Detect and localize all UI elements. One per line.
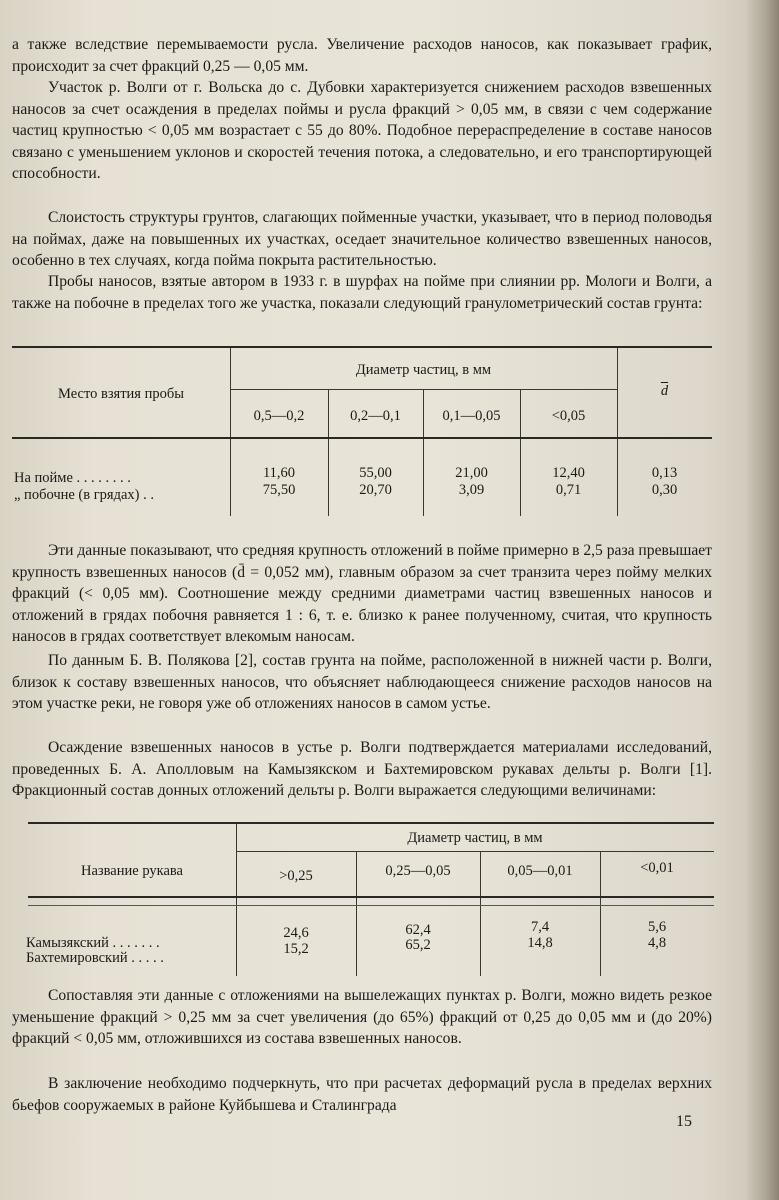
table2-cell: 24,6 [283, 925, 309, 941]
paragraph-1: а также вследствие перемываемости русла. Увеличение расходов наносов, как показывает график, происходит за счет фракций 0,25 — 0,05 мм. [12, 36, 712, 75]
table1-col-header: 0,5—0,2 [253, 408, 305, 424]
table1-col-header: 0,1—0,05 [442, 408, 501, 424]
paragraph-6: По данным Б. В. Полякова [2], состав грунта на пойме, расположенной в нижней части р. Волги, близок к составу взвешенных наносов, что объясняет наблюдающееся снижение расходов наносов на этом участке реки, не говоря уже об отложениях наносов в самом устье. [12, 652, 712, 713]
table2-cell: 5,6 [647, 919, 667, 935]
table2-row-label: Бахтемировский . . . . . [26, 950, 164, 966]
table2-col-header: <0,01 [640, 860, 674, 876]
table1-cell: 0,71 [555, 482, 582, 498]
table2-cell: 15,2 [283, 941, 309, 957]
table1-col-header: 0,2—0,1 [350, 408, 401, 424]
table1-cell: 20,70 [359, 482, 392, 498]
table1-row-label: „ побочне (в грядах) . . [14, 487, 154, 503]
table1-cell: 3,09 [458, 482, 485, 498]
paragraph-4: Пробы наносов, взятые автором в 1933 г. в шурфах на пойме при слиянии рр. Мологи и Волги, а также на побочне в пределах того же участка, показали следующий гранулометрический состав грунта: [12, 273, 712, 312]
table1-cell: 12,40 [552, 465, 585, 481]
page-number: 15 [676, 1113, 692, 1130]
table1-stub-header: Место взятия пробы [58, 386, 184, 402]
table2-cell: 65,2 [405, 937, 431, 953]
table2-cell: 14,8 [527, 935, 553, 951]
table2-row-label: Камызякский . . . . . . . [26, 935, 160, 951]
table1-cell: 0,13 [651, 465, 678, 481]
table1-dbar-header: $\overline{d}$ [660, 383, 669, 399]
table2-group-header: Диаметр частиц, в мм [407, 830, 543, 846]
page-edge-shadow [745, 0, 779, 1200]
table1-cell: 0,30 [651, 482, 678, 498]
table1-cell: 55,00 [359, 465, 392, 481]
table2-cell: 62,4 [405, 922, 431, 938]
table1-cell: 11,60 [262, 465, 296, 481]
table1-col-header: <0,05 [551, 408, 586, 424]
table1-cell: 21,00 [455, 465, 488, 481]
paragraph-5: Эти данные показывают, что средняя крупность отложений в пойме примерно в 2,5 раза превышает крупность взвешенных наносов (d̄ = 0,052 мм), главным образом за счет транзита через пойму мелких фракций (< 0,05 мм). Соотношение между средними диаметрами частиц взвешенных наносов и отложений в грядах побочня равняется 1 : 6, т. е. близко к ранее полученному, считая, что крупность наносов в грядах соответствует влекомым наносам. [12, 542, 712, 646]
table1-cell: 75,50 [262, 482, 296, 498]
table2-stub-header: Название рукава [81, 863, 183, 879]
table1-row-label: На пойме . . . . . . . . [14, 470, 131, 486]
paragraph-7: Осаждение взвешенных наносов в устье р. Волги подтверждается материалами исследований, проведенных Б. А. Аполловым на Камызякском и Бахтемировском рукавах дельты р. Волги [1]. Фракционный состав донных отложений дельты р. Волги выражается следующими величинами: [12, 739, 712, 800]
table2-col-header: 0,25—0,05 [385, 863, 451, 879]
table1-group-header: Диаметр частиц, в мм [355, 362, 492, 378]
table2-col-header: 0,05—0,01 [507, 863, 573, 879]
paragraph-9: В заключение необходимо подчеркнуть, что при расчетах деформаций русла в пределах верхних бьефов сооружаемых в районе Куйбышева и Сталинграда [12, 1075, 712, 1114]
paragraph-8: Сопоставляя эти данные с отложениями на вышележащих пунктах р. Волги, можно видеть резкое уменьшение фракций > 0,25 мм за счет увеличения (до 65%) фракций от 0,25 до 0,05 мм и (до 20%) фракций < 0,05 мм, отложившихся из состава взвешенных наносов. [12, 987, 712, 1048]
paragraph-3: Слоистость структуры грунтов, слагающих пойменные участки, указывает, что в период половодья на поймах, даже на повышенных их участках, оседает значительное количество взвешенных наносов, особенно в тех случаях, когда пойма покрыта растительностью. [12, 209, 712, 270]
table2-cell: 7,4 [530, 919, 550, 935]
paragraph-2: Участок р. Волги от г. Вольска до с. Дубовки характеризуется снижением расходов взвешенных наносов за счет осаждения в пределах поймы и русла фракций > 0,05 мм, в связи с чем содержание частиц крупностью < 0,05 мм возрастает с 55 до 80%. Подобное перераспределение в составе наносов связано с уменьшением уклонов и скоростей течения потока, а следовательно, и его транспортирующей способности. [12, 79, 712, 183]
table2-col-header: >0,25 [279, 868, 313, 884]
table2-cell: 4,8 [647, 935, 667, 951]
